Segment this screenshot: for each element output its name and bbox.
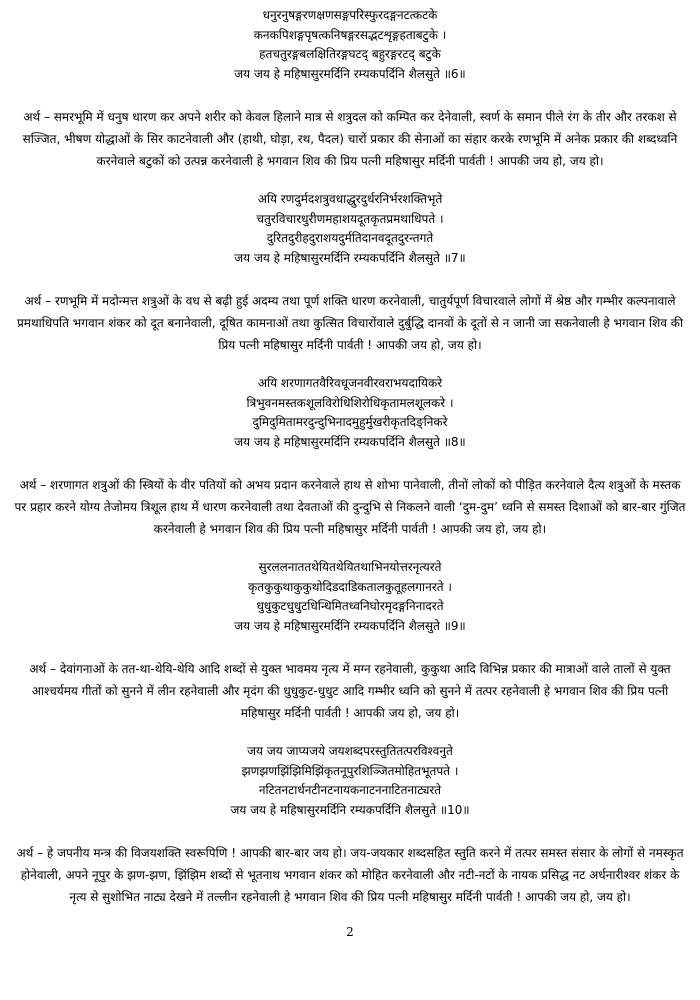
verse-refrain: जय जय हे महिषासुरमर्दिनि रम्यकपर्दिनि शैलसुते ॥9॥ — [234, 618, 466, 633]
meaning-paragraph: अर्थ – शरणागत शत्रुओं की स्त्रियों के वीर पतियों को अभय प्रदान करनेवाले हाथ से शोभा पानेवाली, तीनों लोकों को पीड़ित करनेवाले दैत्य शत्रुओं के मस्तक पर प्रहार करने योग्य तेजोमय त्रिशूल हाथ में धारण करनेवाली तथा देवताओं की दुन्दुभि से निकलने वाली ‘दुम-दुम’ ध्वनि से समस्त दिशाओं को बार-बार गुंजित करनेवाली हे भगवान शिव की प्रिय पत्नी महिषासुर मर्दिनी पार्वती ! आपकी जय हो, जय हो। — [14, 478, 686, 536]
stanza-7 — [14, 190, 686, 356]
verse-line: त्रिभुवनमस्तकशूलविरोधिशिरोधिकृतामलशूलकरे । — [246, 395, 454, 410]
meaning-paragraph: अर्थ – देवांगनाओं के तत-था-थेयि-थेयि आदि शब्दों से युक्त भावमय नृत्य में मग्न रहनेवाली, कुकुथा आदि विभिन्न प्रकार की मात्राओं वाले तालों से युक्त आश्चर्यमय गीतों को सुनने में लीन रहनेवाली और मृदंग की धुधुकुट-धुधुट आदि गम्भीर ध्वनि को सुनने में तत्पर रहनेवाली हे भगवान शिव की प्रिय पत्नी महिषासुर मर्दिनी पार्वती ! आपकी जय हो, जय हो। — [29, 662, 671, 720]
verse-line: चतुरविचारधुरीणमहाशयदूतकृतप्रमथाधिपते । — [256, 211, 444, 226]
verse-refrain: जय जय हे महिषासुरमर्दिनि रम्यकपर्दिनि शैलसुते ॥6॥ — [234, 66, 466, 81]
stanza-6 — [14, 6, 686, 172]
page-number: 2 — [346, 925, 354, 939]
verse-block — [14, 6, 686, 84]
verse-line: कनकपिशङ्गपृषत्कनिषङ्गरसद्भटशृङ्गहताबटुके । — [253, 27, 447, 42]
verse-block — [14, 190, 686, 268]
verse-refrain: जय जय हे महिषासुरमर्दिनि रम्यकपर्दिनि शैलसुते ॥10॥ — [230, 802, 470, 817]
verse-line: दुमिदुमितामरदुन्दुभिनादमुहुर्मुखरीकृतदिङ्निकरे — [252, 415, 448, 429]
stanza-10 — [14, 742, 686, 908]
meaning-paragraph: अर्थ – हे जपनीय मन्त्र की विजयशक्ति स्वरूपिणि ! आपकी बार-बार जय हो। जय-जयकार शब्दसहित स्तुति करने में तत्पर समस्त संसार के लोगों से नमस्कृत होनेवाली, अपने नूपुर के झण-झण, झिंझिम शब्दों से भूतनाथ भगवान शंकर को मोहित करनेवाली और नटी-नटों के नायक प्रसिद्ध नट अर्धनारीश्वर शंकर के नृत्य से सुशोभित नाट्य देखने में तल्लीन रहनेवाली हे भगवान शिव की प्रिय पत्नी महिषासुर मर्दिनी पार्वती ! आपकी जय हो, जय हो। — [16, 846, 684, 904]
verse-line: झणझणझिंझिमिझिंकृतनूपुरशिञ्जितमोहितभूतपते । — [241, 763, 459, 778]
meaning-paragraph: अर्थ – समरभूमि में धनुष धारण कर अपने शरीर को केवल हिलाने मात्र से शत्रुदल को कम्पित कर देनेवाली, स्वर्ण के समान पीले रंग के तीर और तरकश से सज्जित, भीषण योद्धाओं के सिर काटनेवाली और (हाथी, घोड़ा, रथ, पैदल) चारों प्रकार की सेनाओं का संहार करके रणभूमि में अनेक प्रकार की शब्दध्वनि करनेवाले बटुकों को उत्पन्न करनेवाली हे भगवान शिव की प्रिय पत्नी महिषासुर मर्दिनी पार्वती ! आपकी जय हो, जय हो। — [22, 110, 678, 168]
stanza-8 — [14, 374, 686, 540]
stanza-9 — [14, 558, 686, 724]
verse-line: हतचतुरङ्गबलक्षितिरङ्गघटद् बहुरङ्गरटद् बटुके — [259, 47, 441, 61]
verse-line: कृतकुकुथाकुकुथोदिडदाडिकतालकुतूहलगानरते । — [248, 579, 452, 594]
verse-line: जय जय जाप्यजये जयशब्दपरस्तुतितत्परविश्वनुते — [247, 744, 453, 758]
verse-block — [14, 742, 686, 820]
verse-line: सुरललनाततथेयितथेयितथाभिनयोत्तरनृत्यरते — [258, 560, 442, 574]
verse-refrain: जय जय हे महिषासुरमर्दिनि रम्यकपर्दिनि शैलसुते ॥7॥ — [234, 250, 466, 265]
verse-line: अयि शरणागतवैरिवधूजनवीरवराभयदायिकरे — [257, 376, 443, 390]
verse-block — [14, 374, 686, 452]
verse-line: धनुरनुषङ्गरणक्षणसङ्गपरिस्फुरदङ्गनटत्कटके — [262, 8, 438, 22]
verse-line: दुरितदुरीहदुराशयदुर्मतिदानवदूतदुरन्तगते — [266, 231, 434, 245]
meaning-paragraph: अर्थ – रणभूमि में मदोन्मत्त शत्रुओं के वध से बढ़ी हुई अदम्य तथा पूर्ण शक्ति धारण करनेवाली, चातुर्यपूर्ण विचारवाले लोगों में श्रेष्ठ और गम्भीर कल्पनावाले प्रमथाधिपति भगवान शंकर को दूत बनानेवाली, दूषित कामनाओं तथा कुत्सित विचारोंवाले दुर्बुद्धि दानवों के दूतों से न जानी जा सकनेवाली हे भगवान शिव की प्रिय पत्नी महिषासुर मर्दिनी पार्वती ! आपकी जय हो, जय हो। — [16, 294, 684, 352]
verse-line: नटितनटार्धनटीनटनायकनाटननाटितनाट्यरते — [258, 783, 442, 797]
verse-line: धुधुकुटधुधुटधिन्धिमितध्वनिघोरमृदङ्गनिनादरते — [256, 599, 444, 613]
verse-refrain: जय जय हे महिषासुरमर्दिनि रम्यकपर्दिनि शैलसुते ॥8॥ — [234, 434, 466, 449]
verse-block — [14, 558, 686, 636]
verse-line: अयि रणदुर्मदशत्रुवधाद्धुरदुर्धरनिर्भरशक्तिभृते — [257, 192, 443, 206]
